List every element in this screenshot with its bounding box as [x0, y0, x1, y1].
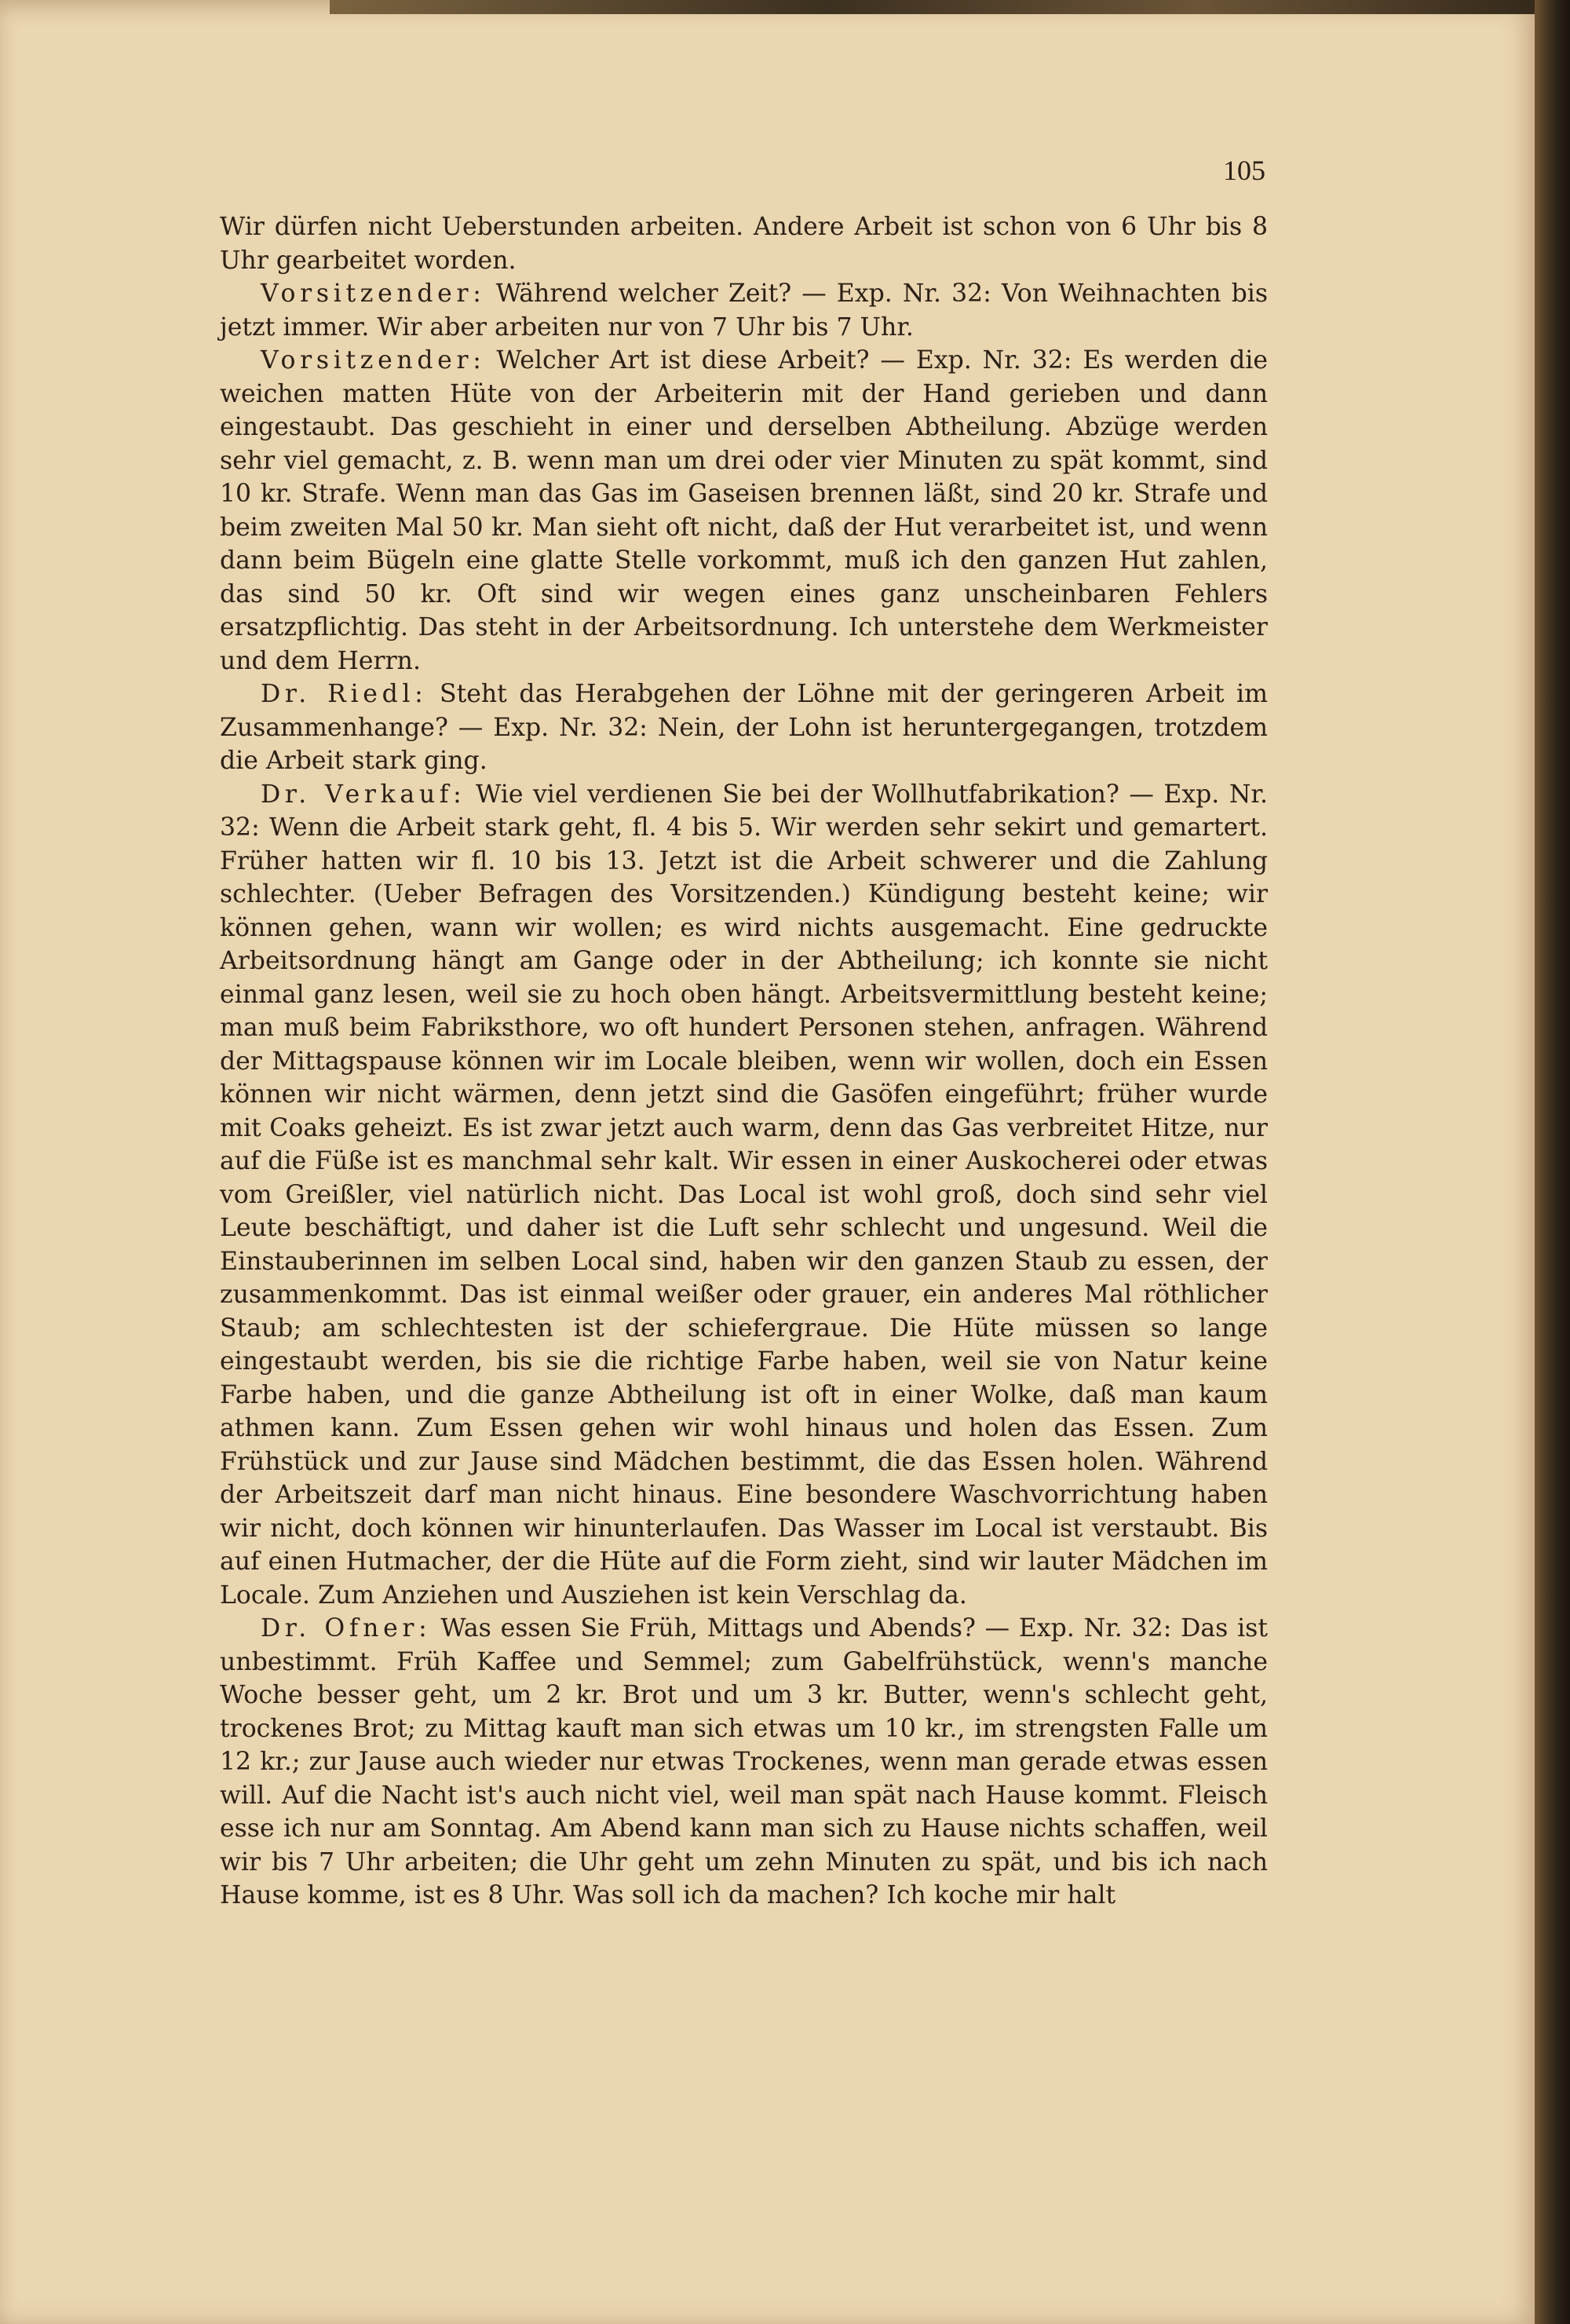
speaker-name: Dr. Verkauf: [261, 780, 466, 809]
page-top-edge [330, 0, 1570, 14]
speaker-name: Vorsitzender: [261, 280, 486, 308]
book-binding [1535, 0, 1570, 2324]
paragraph-5 [220, 778, 1268, 1613]
paragraph-1 [220, 210, 1268, 277]
paragraph-6 [220, 1612, 1268, 1913]
speaker-name: Dr. Ofner: [261, 1614, 432, 1643]
text-body [220, 210, 1268, 1913]
paragraph-text: Wie viel verdienen Sie bei der Wollhutfabrikation? — Exp. Nr. 32: Wenn die Arbeit stark geht, fl. 4 bis 5. Wir werden sehr sekirt und gemartert. Früher hatten wir fl. 10 bis 13. Jetzt ist die Arbeit schwerer und die Zahlung schlechter. (Ueber Befragen des Vorsitzenden.) Kündigung besteht keine; wir können gehen, wann wir wollen; es wird nichts ausgemacht. Eine gedruckte Arbeitsordnung hängt am Gange oder in der Abtheilung; ich konnte sie nicht einmal ganz lesen, weil sie zu hoch oben hängt. Arbeitsvermittlung besteht keine; man muß beim Fabriksthore, wo oft hundert Personen stehen, anfragen. Während der Mittagspause können wir im Locale bleiben, wenn wir wollen, doch ein Essen können wir nicht wärmen, denn jetzt sind die Gasöfen eingeführt; früher wurde mit Coaks geheizt. Es ist zwar jetzt auch warm, denn das Gas verbreitet Hitze, nur auf die Füße ist es manchmal sehr kalt. Wir essen in einer Auskocherei oder etwas vom Greißler, viel natürlich nicht. Das Local ist wohl groß, doch sind sehr viel Leute beschäftigt, und daher ist die Luft sehr schlecht und ungesund. Weil die Einstauberinnen im selben Local sind, haben wir den ganzen Staub zu essen, der zusammenkommt. Das ist einmal weißer oder grauer, ein anderes Mal röthlicher Staub; am schlechtesten ist der schiefergraue. Die Hüte müssen so lange eingestaubt werden, bis sie die richtige Farbe haben, weil sie von Natur keine Farbe haben, und die ganze Abtheilung ist oft in einer Wolke, daß man kaum athmen kann. Zum Essen gehen wir wohl hinaus und holen das Essen. Zum Frühstück und zur Jause sind Mädchen bestimmt, die das Essen holen. Während der Arbeitszeit darf man nicht hinaus. Eine besondere Waschvorrichtung haben wir nicht, doch können wir hinunterlaufen. Das Wasser im Local ist verstaubt. Bis auf einen Hutmacher, der die Hüte auf die Form zieht, sind wir lauter Mädchen im Locale. Zum Anziehen und Ausziehen ist kein Verschlag da. [220, 780, 1269, 1610]
paragraph-text: Welcher Art ist diese Arbeit? — Exp. Nr. 32: Es werden die weichen matten Hüte von der Arbeiterin mit der Hand gerieben und dann eingestaubt. Das geschieht in einer und derselben Abtheilung. Abzüge werden sehr viel gemacht, z. B. wenn man um drei oder vier Minuten zu spät kommt, sind 10 kr. Strafe. Wenn man das Gas im Gaseisen brennen läßt, sind 20 kr. Strafe und beim zweiten Mal 50 kr. Man sieht oft nicht, daß der Hut verarbeitet ist, und wenn dann beim Bügeln eine glatte Stelle vorkommt, muß ich den ganzen Hut zahlen, das sind 50 kr. Oft sind wir wegen eines ganz unscheinbaren Fehlers ersatzpflichtig. Das steht in der Arbeitsordnung. Ich unterstehe dem Werkmeister und dem Herrn. [220, 346, 1268, 675]
page-number: 105 [1223, 155, 1265, 186]
paragraph-text: Wir dürfen nicht Ueberstunden arbeiten. Andere Arbeit ist schon von 6 Uhr bis 8 Uhr gearbeitet worden. [220, 213, 1268, 275]
paragraph-text: Steht das Herabgehen der Löhne mit der geringeren Arbeit im Zusammenhange? — Exp. Nr. 32: Nein, der Lohn ist heruntergegangen, trotzdem die Arbeit stark ging. [220, 680, 1268, 775]
paragraph-4 [220, 678, 1268, 778]
paragraph-3 [220, 344, 1268, 678]
speaker-name: Dr. Riedl: [261, 680, 428, 708]
paragraph-text: Was essen Sie Früh, Mittags und Abends? — Exp. Nr. 32: Das ist unbestimmt. Früh Kaffee und Semmel; zum Gabelfrühstück, wenn's manche Woche besser geht, um 2 kr. Brot und um 3 kr. Butter, wenn's schlecht geht, trockenes Brot; zu Mittag kauft man sich etwas um 10 kr., im strengsten Falle um 12 kr.; zur Jause auch wieder nur etwas Trockenes, wenn man gerade etwas essen will. Auf die Nacht ist's auch nicht viel, weil man spät nach Hause kommt. Fleisch esse ich nur am Sonntag. Am Abend kann man sich zu Hause nichts schaffen, weil wir bis 7 Uhr arbeiten; die Uhr geht um zehn Minuten zu spät, und bis ich nach Hause komme, ist es 8 Uhr. Was soll ich da machen? Ich koche mir halt [220, 1614, 1268, 1909]
speaker-name: Vorsitzender: [261, 346, 486, 375]
paragraph-2 [220, 277, 1268, 344]
paragraph-text: Während welcher Zeit? — Exp. Nr. 32: Von Weihnachten bis jetzt immer. Wir aber arbeiten nur von 7 Uhr bis 7 Uhr. [220, 280, 1268, 342]
